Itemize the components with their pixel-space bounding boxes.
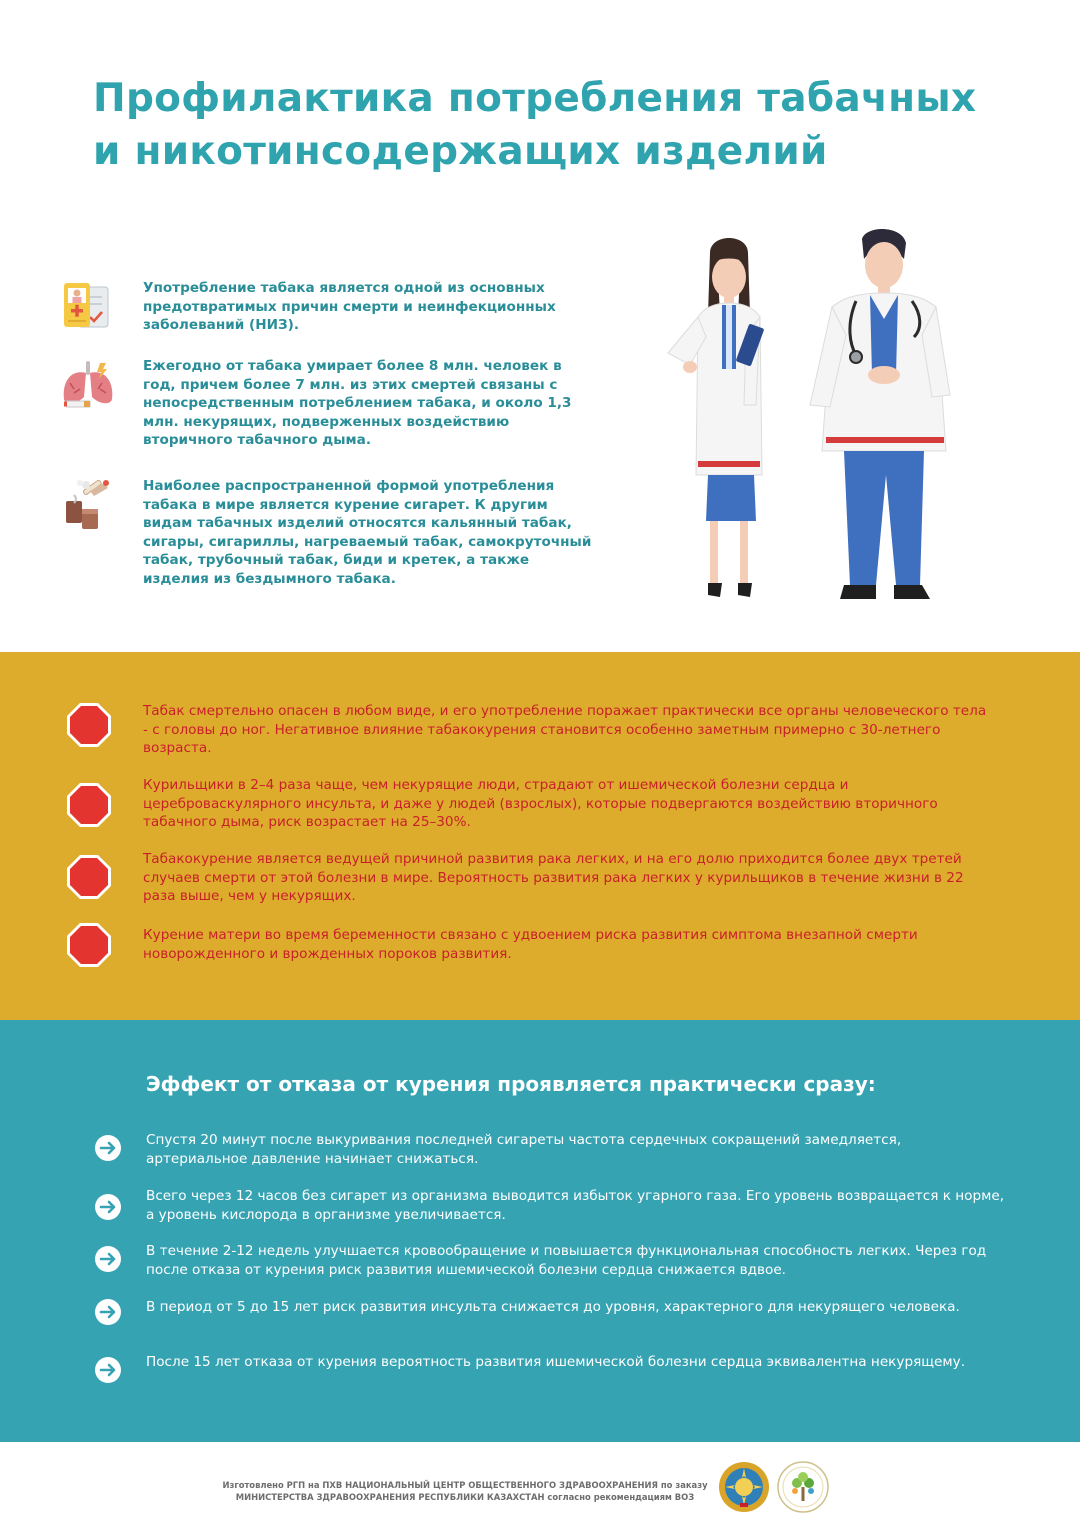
intro-text: Употребление табака является одной из основных предотвратимых причин смерти и неинфекционных заболеваний (НИЗ).	[143, 280, 556, 334]
doctors-illustration	[650, 225, 960, 610]
warning-text: Табак смертельно опасен в любом виде, и его употребление поражает практически все органы человеческого тела - с головы до ног. Негативное влияние табакокурения становится особенно заметным примерно с 30-летнего возраста.	[143, 703, 987, 757]
lungs-icon	[60, 357, 116, 413]
stop-sign-icon	[66, 922, 112, 968]
footer-credits: Изготовлено РГП на ПХВ НАЦИОНАЛЬНЫЙ ЦЕНТР ОБЩЕСТВЕННОГО ЗДРАВООХРАНЕНИЯ по заказу МИНИСТЕРСТВА ЗДРАВООХРАНЕНИЯ РЕСПУБЛИКИ КАЗАХСТАН согласно рекомендациям ВОЗ	[222, 1480, 708, 1502]
arrow-right-icon	[94, 1298, 122, 1326]
tobacco-products-icon	[60, 477, 116, 533]
medical-record-icon	[60, 279, 116, 335]
stop-sign-icon	[66, 702, 112, 748]
kazakhstan-emblem-icon	[718, 1461, 770, 1513]
health-center-logo-icon	[777, 1461, 829, 1513]
arrow-right-icon	[94, 1134, 122, 1162]
page-title: Профилактика потребления табачных и никотинсодержащих изделий	[93, 76, 977, 174]
arrow-right-icon	[94, 1193, 122, 1221]
warning-text: Курильщики в 2–4 раза чаще, чем некурящие люди, страдают от ишемической болезни сердца и цереброваскулярного инсульта, и даже у людей (взрослых), которые подвергаются воздействию вторичного табачного дыма, риск возрастает на 25–30%.	[143, 777, 938, 831]
arrow-right-icon	[94, 1356, 122, 1384]
effect-text: Всего через 12 часов без сигарет из организма выводится избыток угарного газа. Его уровень возвращается к норме, а уровень кислорода в организме увеличивается.	[146, 1188, 1005, 1223]
female-doctor-figure	[668, 238, 764, 597]
intro-text: Ежегодно от табака умирает более 8 млн. человек в год, причем более 7 млн. из этих смертей связаны с непосредственным потреблением табака, и около 1,3 млн. некурящих, подверженных воздействию вторичного табачного дыма.	[143, 358, 572, 449]
arrow-right-icon	[94, 1245, 122, 1273]
warning-text: Курение матери во время беременности связано с удвоением риска развития симптома внезапной смерти новорожденного и врожденных пороков развития.	[143, 927, 918, 962]
effects-title: Эффект от отказа от курения проявляется практически сразу:	[146, 1072, 876, 1096]
effect-text: В период от 5 до 15 лет риск развития инсульта снижается до уровня, характерного для некурящего человека.	[146, 1299, 960, 1315]
intro-text: Наиболее распространенной формой употребления табака в мире является курение сигарет. К другим видам табачных изделий относятся кальянный табак, сигары, сигариллы, нагреваемый табак, самокруточный табак, трубочный табак, биди и кретек, а также изделия из бездымного табака.	[143, 478, 592, 587]
effect-text: После 15 лет отказа от курения вероятность развития ишемической болезни сердца эквивалентна некурящему.	[146, 1354, 966, 1370]
effect-text: В течение 2-12 недель улучшается кровообращение и повышается функциональная способность легких. Через год после отказа от курения риск развития ишемической болезни сердца снижается вдвое.	[146, 1243, 987, 1278]
stop-sign-icon	[66, 782, 112, 828]
male-doctor-figure	[810, 229, 950, 599]
stop-sign-icon	[66, 854, 112, 900]
warning-text: Табакокурение является ведущей причиной развития рака легких, и на его долю приходится более двух третей случаев смерти от этой болезни в мире. Вероятность развития рака легких у курильщиков в течение жизни в 22 раза выше, чем у некурящих.	[143, 851, 964, 905]
effect-text: Спустя 20 минут после выкуривания последней сигареты частота сердечных сокращений замедляется, артериальное давление начинает снижаться.	[146, 1132, 902, 1167]
